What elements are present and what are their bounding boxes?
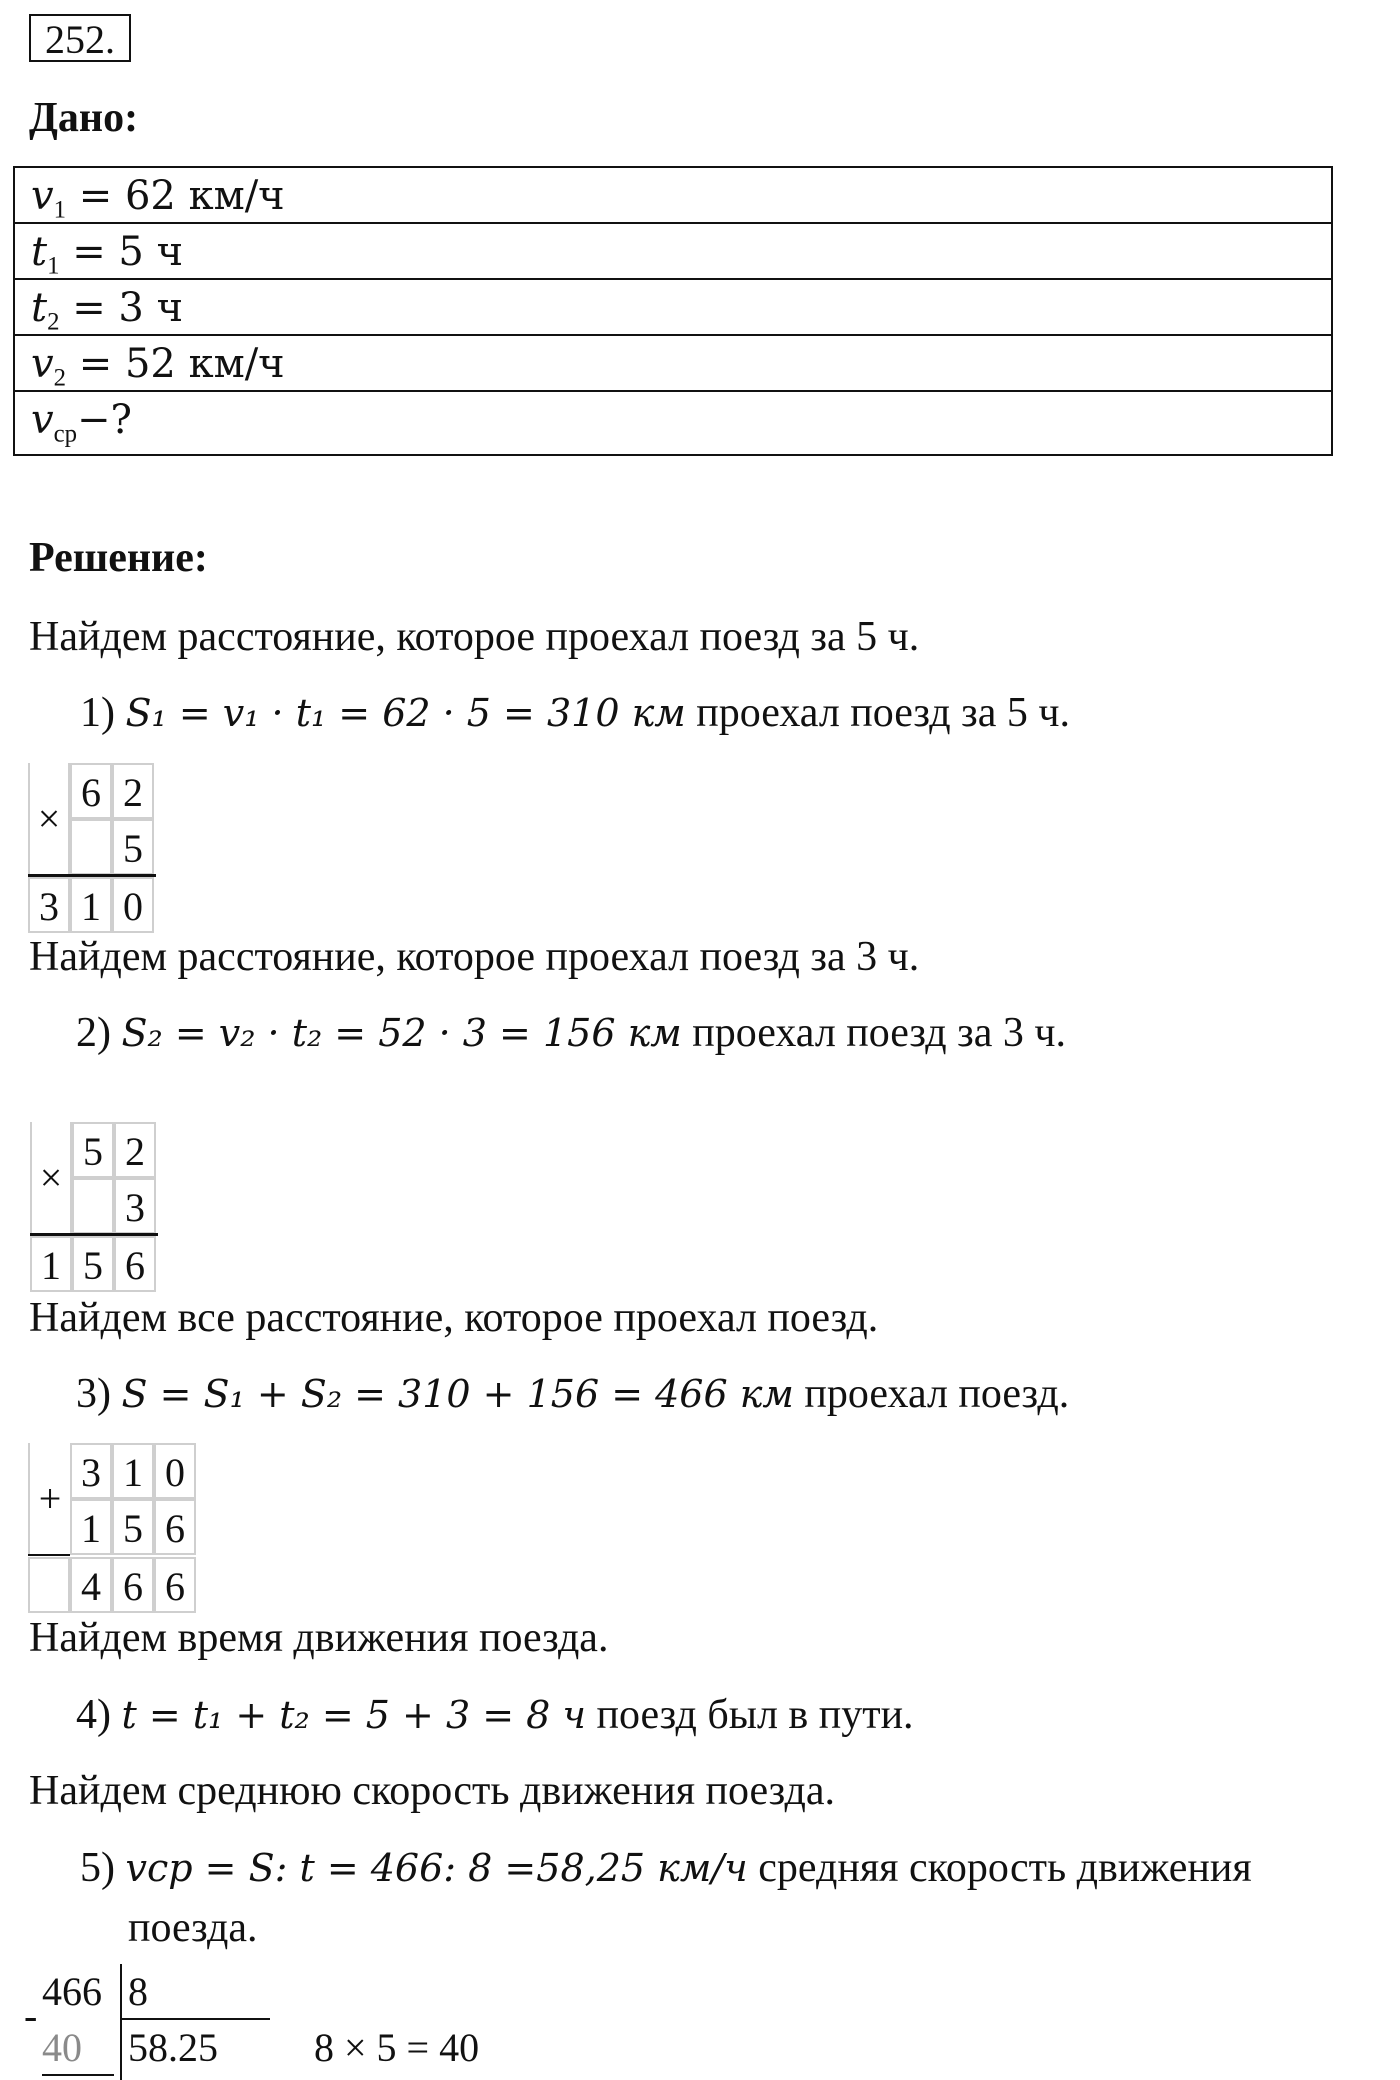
grid-digit: 1 [70, 1499, 112, 1555]
grid-digit: 2 [112, 763, 154, 819]
given-row-v2 [15, 336, 1331, 392]
grid-digit: 5 [112, 819, 154, 875]
given-sub: 1 [47, 252, 60, 280]
grid-digit: 5 [72, 1122, 114, 1178]
given-value: = 3 ч [59, 285, 184, 331]
division-quotient: 58.25 [128, 2025, 218, 2070]
grid-digit: 3 [28, 877, 70, 933]
operator-sign: × [28, 763, 70, 875]
solution-step-5 [80, 1843, 1252, 1893]
given-sub: 1 [53, 196, 67, 224]
step-number: 4) [76, 1692, 122, 1738]
grid-digit: 1 [70, 877, 112, 933]
grid-digit: 5 [112, 1499, 154, 1555]
division-dividend: 466 [42, 1969, 102, 2014]
step-comment: проехал поезд. [793, 1371, 1070, 1417]
given-row-t1 [15, 224, 1331, 280]
step-number: 2) [76, 1010, 122, 1056]
given-heading: Дано: [29, 95, 139, 141]
grid-digit: 1 [112, 1443, 154, 1499]
solution-step-3 [76, 1369, 1069, 1419]
solution-sentence: Найдем среднюю скорость движения поезда. [29, 1768, 836, 1814]
given-var: t [31, 229, 48, 275]
given-value: = 52 км/ч [66, 341, 285, 387]
solution-sentence: Найдем расстояние, которое проехал поезд за 3 ч. [29, 934, 920, 980]
solution-step-4 [76, 1690, 914, 1740]
division-divisor: 8 [128, 1969, 148, 2014]
solution-step-5-continuation: поезда. [128, 1905, 258, 1951]
grid-digit: 6 [70, 763, 112, 819]
result-line [28, 1554, 70, 1556]
given-value: = 5 ч [59, 229, 184, 275]
given-value: = 62 км/ч [66, 173, 285, 219]
step-comment: средняя скорость движения [747, 1845, 1252, 1891]
problem-number: 252. [29, 14, 131, 62]
grid-digit: 0 [112, 877, 154, 933]
given-sub: 2 [47, 308, 60, 336]
step-number: 3) [76, 1371, 122, 1417]
grid-digit: 3 [70, 1443, 112, 1499]
division-underline [42, 2074, 114, 2076]
grid-digit: 6 [154, 1557, 196, 1613]
step-comment: проехал поезд за 3 ч. [681, 1010, 1066, 1056]
step-number: 1) [80, 690, 126, 736]
given-var: t [31, 285, 48, 331]
solution-sentence: Найдем все расстояние, которое проехал поезд. [29, 1295, 879, 1341]
given-row-t2 [15, 280, 1331, 336]
step-comment: поезд был в пути. [586, 1692, 914, 1738]
division-minus: - [24, 1993, 38, 2038]
grid-digit: 4 [70, 1557, 112, 1613]
grid-digit: 5 [72, 1236, 114, 1292]
grid-digit [72, 1178, 114, 1234]
solution-step-2 [76, 1008, 1066, 1058]
step-expression: vср = S: t = 466: 8 =58,25 км/ч [125, 1846, 748, 1890]
division-horizontal-line [122, 2018, 270, 2020]
given-sub: 2 [53, 364, 67, 392]
solution-step-1 [80, 688, 1070, 738]
long-division [24, 1962, 254, 2080]
given-sub: ср [53, 420, 78, 448]
given-var: v [31, 173, 54, 219]
step-expression: S = S₁ + S₂ = 310 + 156 = 466 км [121, 1372, 794, 1416]
solution-heading: Решение: [29, 535, 208, 581]
step-expression: S₂ = v₂ · t₂ = 52 · 3 = 156 км [121, 1011, 682, 1055]
grid-digit: 6 [114, 1236, 156, 1292]
step-number: 5) [80, 1845, 126, 1891]
operator-sign: × [30, 1122, 72, 1234]
division-subtrahend: 40 [42, 2025, 82, 2070]
given-row-vcp [15, 392, 1331, 454]
given-value: −? [77, 397, 132, 443]
division-side-note: 8 × 5 = 40 [314, 2025, 480, 2070]
solution-sentence: Найдем время движения поезда. [29, 1615, 609, 1661]
step-expression: S₁ = v₁ · t₁ = 62 · 5 = 310 км [125, 691, 686, 735]
given-table [13, 166, 1333, 456]
step-comment: проехал поезд за 5 ч. [685, 690, 1070, 736]
operator-sign: + [28, 1443, 70, 1555]
grid-digit: 1 [30, 1236, 72, 1292]
given-var: v [31, 397, 54, 443]
grid-digit: 2 [114, 1122, 156, 1178]
solution-sentence: Найдем расстояние, которое проехал поезд за 5 ч. [29, 614, 920, 660]
grid-digit: 3 [114, 1178, 156, 1234]
grid-digit [70, 819, 112, 875]
given-var: v [31, 341, 54, 387]
grid-digit: 6 [154, 1499, 196, 1555]
division-vertical-line [120, 1964, 122, 2080]
grid-digit: 6 [112, 1557, 154, 1613]
grid-digit: 0 [154, 1443, 196, 1499]
grid-blank [28, 1557, 70, 1613]
given-row-v1 [15, 168, 1331, 224]
step-expression: t = t₁ + t₂ = 5 + 3 = 8 ч [121, 1693, 587, 1737]
